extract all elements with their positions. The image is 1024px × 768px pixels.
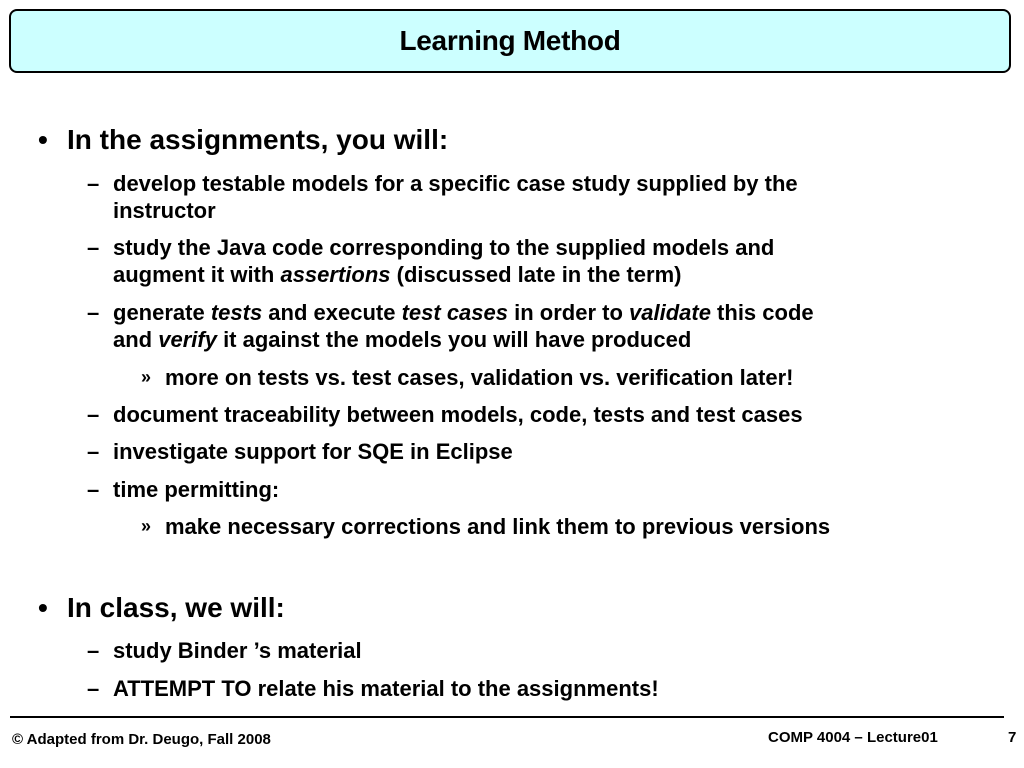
subitem-text: and execute — [262, 300, 402, 325]
chevron-marker: » — [141, 516, 152, 536]
dash-marker: – — [87, 477, 100, 502]
dash-marker: – — [87, 402, 100, 427]
emphasis-text: tests — [210, 300, 263, 325]
footer-credit: © Adapted from Dr. Deugo, Fall 2008 — [12, 731, 271, 748]
emphasis-text: test cases — [401, 300, 508, 325]
footer-divider — [10, 716, 1004, 718]
subitem-text: study Binder ’s material — [113, 638, 362, 663]
subitem-text: instructor — [113, 198, 216, 223]
bullet-heading-assignments: In the assignments, you will: — [67, 124, 449, 155]
dash-marker: – — [87, 300, 100, 325]
subitem-text-line — [113, 262, 681, 288]
dash-marker: – — [87, 171, 100, 196]
subsubitem-text: make necessary corrections and link them to previous versions — [165, 514, 831, 539]
subitem-text: augment it with — [113, 262, 281, 287]
bullet-heading-class: In class, we will: — [67, 592, 285, 623]
dash-marker: – — [87, 638, 100, 663]
emphasis-text: assertions — [280, 262, 391, 287]
subitem-text: (discussed late in the term) — [390, 262, 682, 287]
subitem-text: it against the models you will have produced — [216, 327, 692, 352]
footer-page-number: 7 — [1008, 729, 1017, 746]
bullet-marker: • — [38, 592, 48, 623]
subitem-text: document traceability between models, code, tests and test cases — [113, 402, 803, 427]
subitem-text: study the Java code corresponding to the supplied models and — [113, 235, 775, 260]
dash-marker: – — [87, 676, 100, 701]
subitem-text: ATTEMPT TO relate his material to the assignments! — [113, 676, 659, 701]
subitem-text-line — [113, 327, 691, 353]
subitem-text: time permitting: — [113, 477, 280, 502]
subitem-text: in order to — [508, 300, 629, 325]
subitem-text: investigate support for SQE in Eclipse — [113, 439, 513, 464]
subitem-text: develop testable models for a specific case study supplied by the — [113, 171, 798, 196]
dash-marker: – — [87, 235, 100, 260]
subitem-text: this code — [710, 300, 814, 325]
chevron-marker: » — [141, 367, 152, 387]
subsubitem-text: more on tests vs. test cases, validation vs. verification later! — [165, 365, 794, 390]
footer-course-label: COMP 4004 – Lecture01 — [768, 729, 938, 746]
emphasis-text: validate — [629, 300, 711, 325]
slide-title: Learning Method — [399, 25, 621, 56]
dash-marker: – — [87, 439, 100, 464]
emphasis-text: verify — [158, 327, 217, 352]
subitem-text-line — [113, 300, 814, 326]
subitem-text: and — [113, 327, 159, 352]
subitem-text: generate — [113, 300, 211, 325]
bullet-marker: • — [38, 124, 48, 155]
